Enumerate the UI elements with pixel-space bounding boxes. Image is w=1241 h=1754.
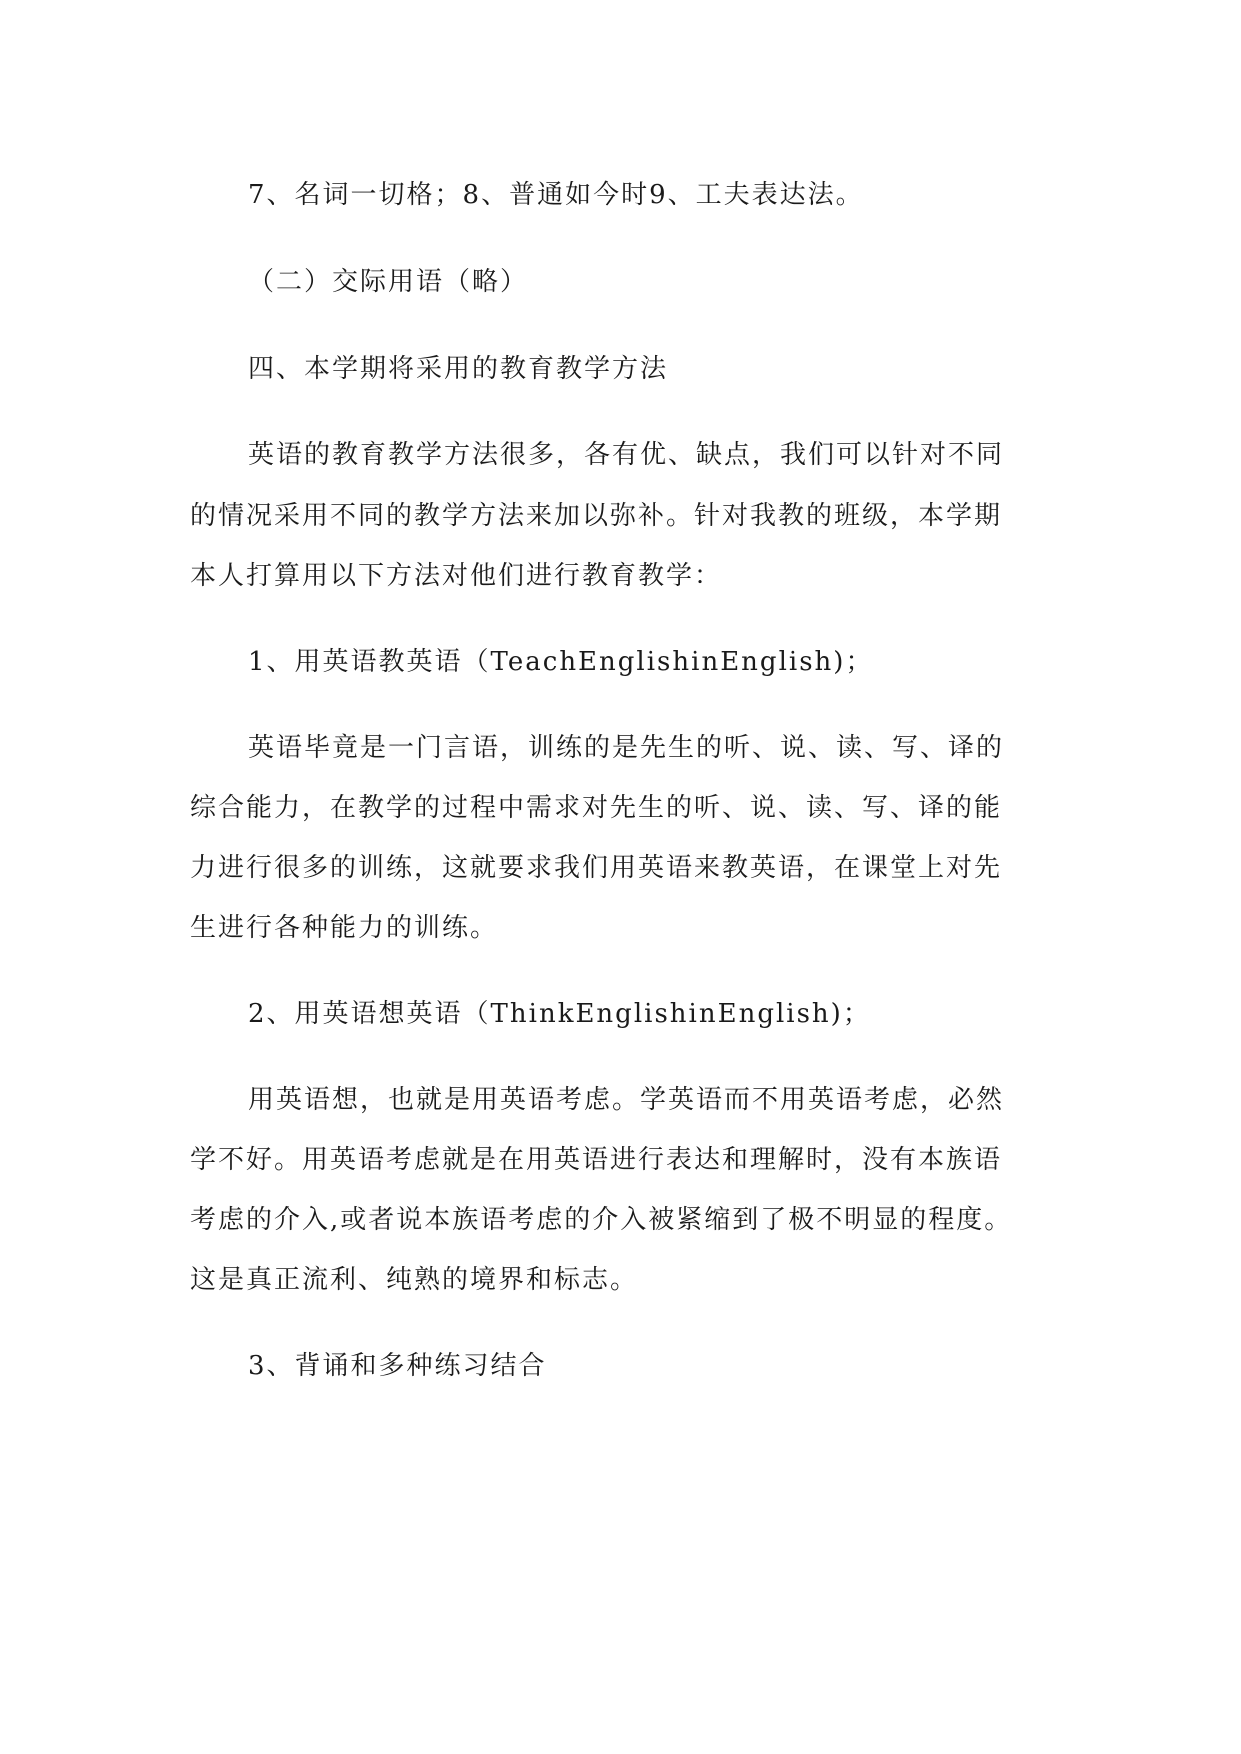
method-heading-1: 1、用英语教英语（TeachEnglishinEnglish)； xyxy=(248,647,874,677)
paragraph-line: 用英语想，也就是用英语考虑。学英语而不用英语考虑，必然 xyxy=(248,1085,1005,1115)
method-heading-3: 3、背诵和多种练习结合 xyxy=(248,1351,547,1381)
method-heading-2: 2、用英语想英语（ThinkEnglishinEnglish)； xyxy=(248,999,871,1029)
paragraph-line: 综合能力，在教学的过程中需求对先生的听、说、读、写、译的能 xyxy=(190,793,1003,823)
section-heading-methods: 四、本学期将采用的教育教学方法 xyxy=(248,354,669,384)
paragraph-line: 生进行各种能力的训练。 xyxy=(190,913,499,943)
section-heading-communication: （二）交际用语（略） xyxy=(248,267,529,297)
paragraph-line: 这是真正流利、纯熟的境界和标志。 xyxy=(190,1265,639,1295)
paragraph-line: 考虑的介入,或者说本族语考虑的介入被紧缩到了极不明显的程度。 xyxy=(190,1205,1013,1235)
paragraph-line: 英语的教育教学方法很多，各有优、缺点，我们可以针对不同 xyxy=(248,440,1005,470)
paragraph-line: 力进行很多的训练，这就要求我们用英语来教英语，在课堂上对先 xyxy=(190,853,1003,883)
paragraph-line: 英语毕竟是一门言语，训练的是先生的听、说、读、写、译的 xyxy=(248,733,1005,763)
paragraph-line: 学不好。用英语考虑就是在用英语进行表达和理解时，没有本族语 xyxy=(190,1145,1003,1175)
paragraph-line: 本人打算用以下方法对他们进行教育教学： xyxy=(190,561,723,591)
paragraph-line: 的情况采用不同的教学方法来加以弥补。针对我教的班级，本学期 xyxy=(190,501,1003,531)
list-item-grammar: 7、名词一切格；8、普通如今时9、工夫表达法。 xyxy=(248,180,864,210)
